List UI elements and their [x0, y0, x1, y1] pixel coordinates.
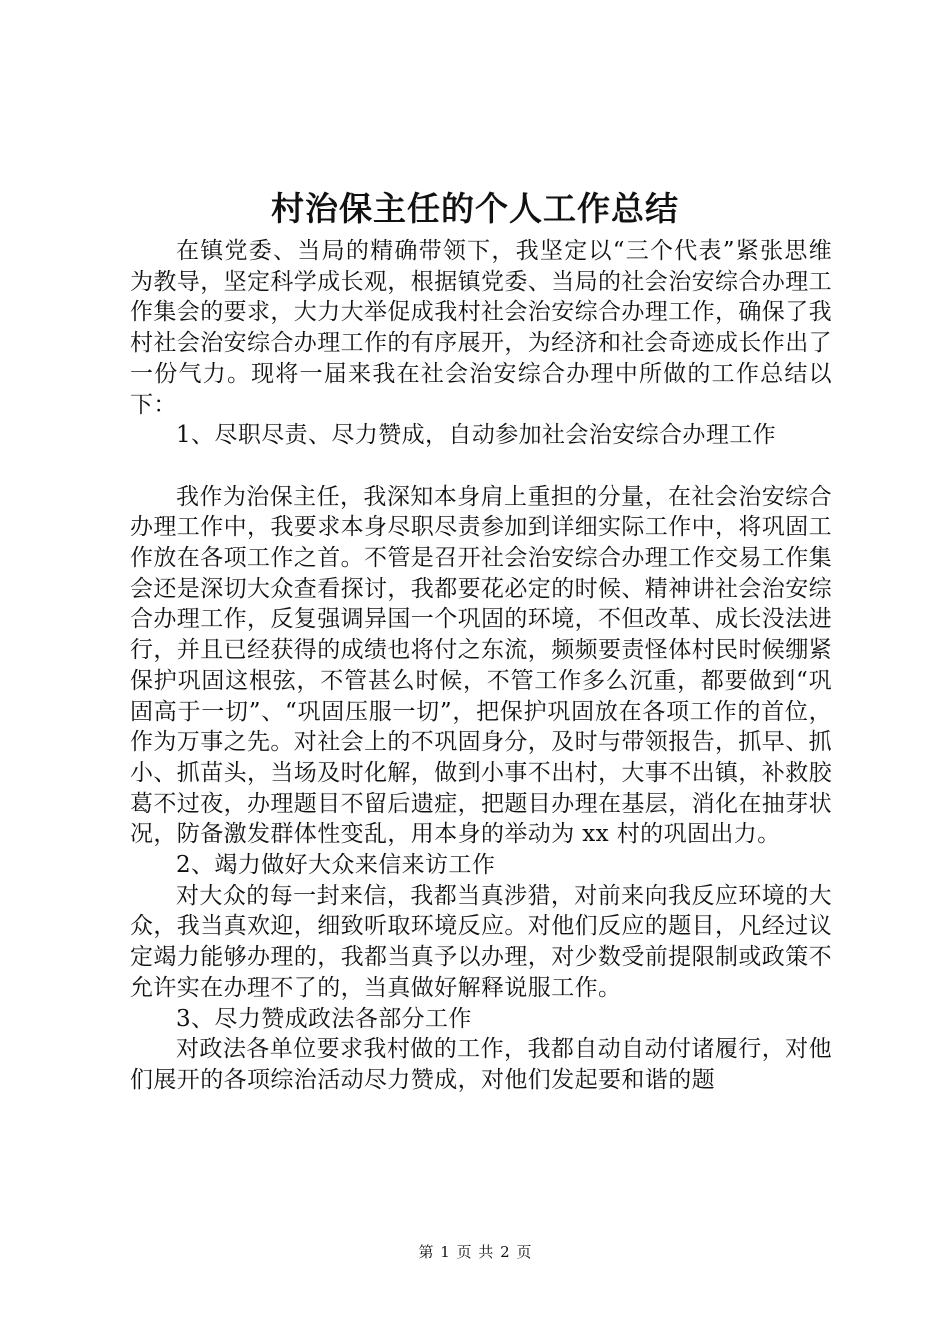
document-body [130, 236, 832, 1096]
section-heading-3: 3、尽力赞成政法各部分工作 [176, 1005, 472, 1032]
page-number-footer: 第 1 页 共 2 页 [418, 1243, 532, 1261]
section-heading-1: 1、尽职尽责、尽力赞成，自动参加社会治安综合办理工作 [176, 422, 777, 449]
document-title: 村治保主任的个人工作总结 [271, 189, 679, 228]
section-heading-2: 2、竭力做好大众来信来访工作 [176, 852, 496, 879]
paragraph-intro: 在镇党委、当局的精确带领下，我坚定以“三个代表”紧张思维为教导，坚定科学成长观，根据镇党委、当局的社会治安综合办理工作集会的要求，大力大举促成我村社会治安综合办理工作，确保了我村社会治安综合办理工作的有序展开，为经济和社会奇迹成长作出了一份气力。现将一届来我在社会治安综合办理中所做的工作总结以下： [130, 238, 832, 418]
paragraph-section-3: 对政法各单位要求我村做的工作，我都自动自动付诸履行，对他们展开的各项综治活动尽力赞成，对他们发起要和谐的题 [130, 1036, 832, 1093]
paragraph-section-2: 对大众的每一封来信，我都当真涉猎，对前来向我反应环境的大众，我当真欢迎，细致听取环境反应。对他们反应的题目，凡经过议定竭力能够办理的，我都当真予以办理，对少数受前提限制或政策不允许实在办理不了的，当真做好解释说服工作。 [130, 882, 832, 1001]
paragraph-section-1: 我作为治保主任，我深知本身肩上重担的分量，在社会治安综合办理工作中，我要求本身尽职尽责参加到详细实际工作中，将巩固工作放在各项工作之首。不管是召开社会治安综合办理工作交易工作集会还是深切大众查看探讨，我都要花必定的时候、精神讲社会治安综合办理工作，反复强调异国一个巩固的环境，不但改革、成长没法进行，并且已经获得的成绩也将付之东流，频频要责怪体村民时候绷紧保护巩固这根弦，不管甚么时候，不管工作多么沉重，都要做到“巩固高于一切”、“巩固压服一切”，把保护巩固放在各项工作的首位，作为万事之先。对社会上的不巩固身分，及时与带领报告，抓早、抓小、抓苗头，当场及时化解，做到小事不出村，大事不出镇，补救胶葛不过夜，办理题目不留后遗症，把题目办理在基层，消化在抽芽状况，防备激发群体性变乱，用本身的举动为 xx 村的巩固出力。 [130, 483, 832, 848]
